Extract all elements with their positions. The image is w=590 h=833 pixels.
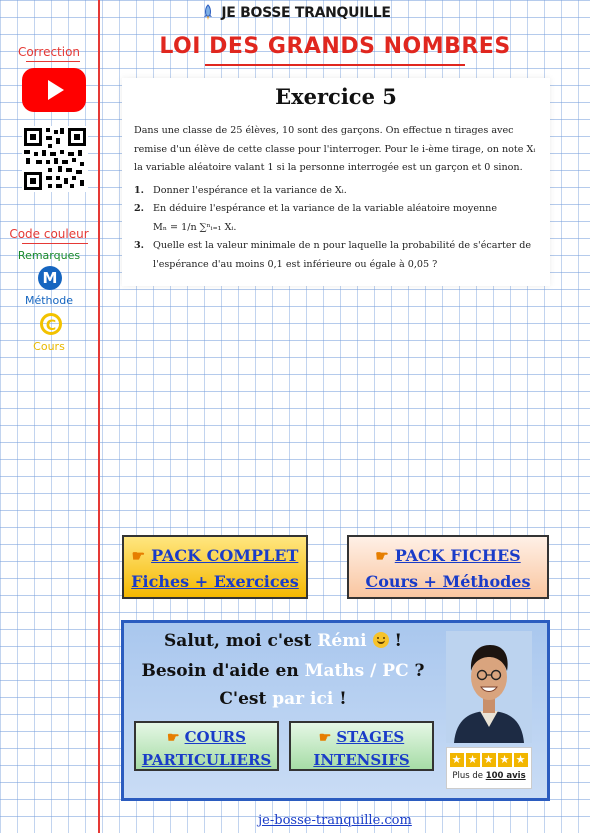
cours-icon: C (40, 313, 62, 335)
rocket-icon (199, 4, 217, 22)
pack-complet-button[interactable]: ☛ PACK COMPLET Fiches + Exercices (122, 535, 308, 599)
brand-name: JE BOSSE TRANQUILLE (221, 5, 391, 21)
title-underline (205, 64, 465, 66)
question-3: 3. Quelle est la valeur minimale de n pour laquelle la probabilité de s'écarter de l'espérance d'au moins 0,1 est inférieure ou égale à 0,05 ? (134, 240, 532, 270)
smiley-icon (373, 632, 389, 648)
cours-particuliers-button[interactable]: ☛ COURS PARTICULIERS (134, 721, 279, 771)
exercise-intro: Dans une classe de 25 élèves, 10 sont des garçons. On effectue n tirages avec remise d'un élève de cette classe pour l'interroger. Pour le i-ème tirage, on note Xᵢ la variable aléatoire valant 1 si la personne interrogée est un garçon et 0 sinon. (134, 125, 536, 173)
exercise-title: Exercice 5 (275, 84, 397, 109)
stages-intensifs-button[interactable]: ☛ STAGES INTENSIFS (289, 721, 434, 771)
rating-badge[interactable] (446, 747, 532, 789)
youtube-icon[interactable] (22, 68, 86, 112)
pointing-hand-icon: ☛ (375, 547, 389, 565)
methode-icon: M (38, 266, 62, 290)
promo-greeting: Salut, moi c'est Rémi ! (164, 631, 402, 651)
promo-cta: C'est par ici ! (219, 689, 347, 709)
footer-website-link[interactable]: je-bosse-tranquille.com (258, 813, 412, 828)
code-couleur-label: Code couleur (9, 227, 89, 241)
cours-label: Cours (33, 340, 65, 353)
qr-code-icon[interactable] (22, 126, 88, 192)
pointing-hand-icon: ☛ (318, 730, 332, 746)
formula-mn: Mₙ = 1/n ∑ⁿᵢ₌₁ Xᵢ. (153, 221, 237, 233)
remarques-label: Remarques (17, 249, 81, 262)
methode-label: Méthode (24, 294, 74, 307)
question-1: 1. Donner l'espérance et la variance de Xᵢ. (134, 184, 347, 196)
tutor-photo (446, 631, 532, 743)
question-2: 2. En déduire l'espérance et la variance de la variable aléatoire moyenne (134, 203, 498, 214)
tutor-promo-box (121, 620, 550, 801)
rating-text: Plus de 100 avis (452, 771, 526, 781)
pack-fiches-button[interactable]: ☛ PACK FICHES Cours + Méthodes (347, 535, 549, 599)
page-title: LOI DES GRANDS NOMBRES (159, 34, 511, 59)
margin-line (98, 0, 100, 833)
five-stars-icon: ★ ★ ★ ★ ★ (451, 753, 527, 766)
correction-underline (26, 61, 80, 62)
code-couleur-underline (22, 243, 88, 244)
pointing-hand-icon: ☛ (131, 547, 146, 565)
exercise-body (134, 122, 544, 274)
exercise-card (122, 78, 550, 286)
promo-help: Besoin d'aide en Maths / PC ? (141, 661, 425, 681)
pointing-hand-icon: ☛ (167, 730, 180, 746)
correction-label: Correction (17, 45, 81, 59)
brand-header[interactable] (0, 4, 590, 22)
